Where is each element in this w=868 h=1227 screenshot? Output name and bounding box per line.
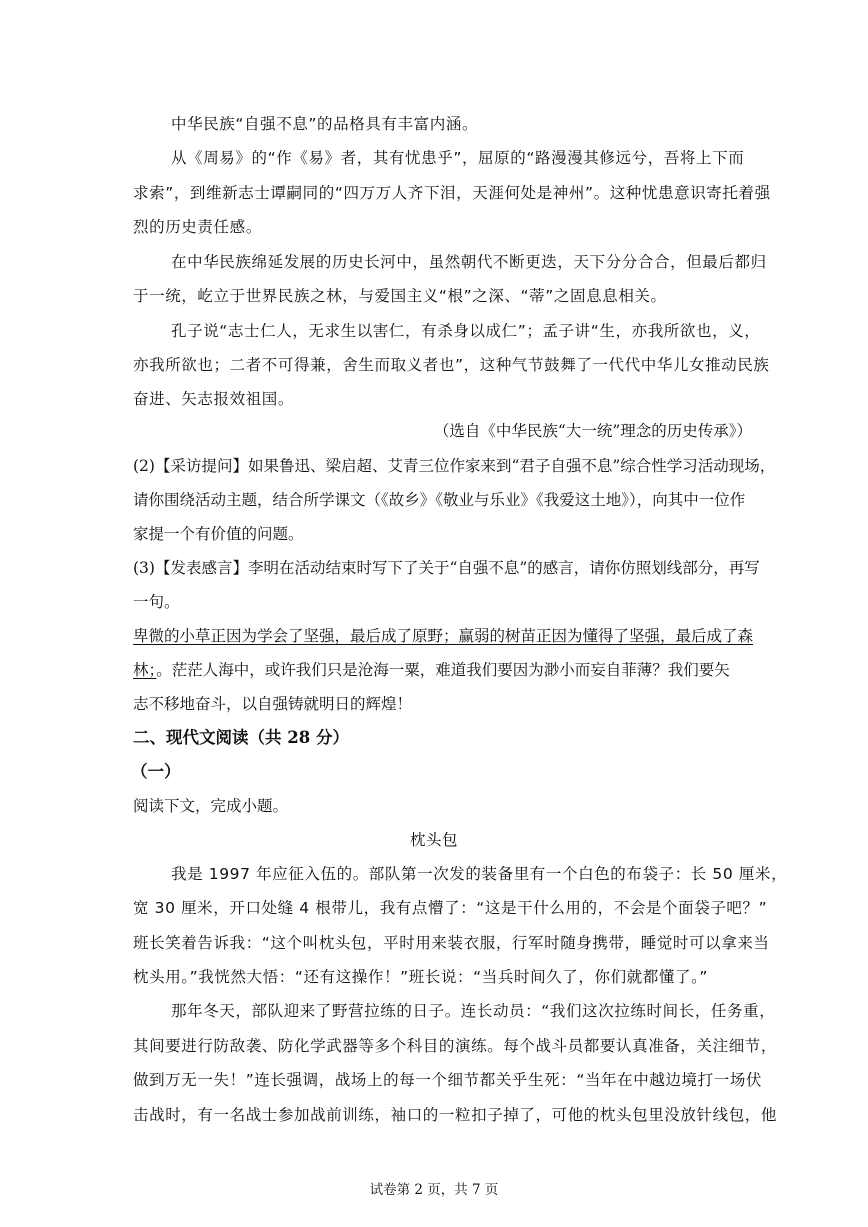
text-line: 一句。	[133, 593, 180, 611]
text-line: 我是 1997 年应征入伍的。部队第一次发的装备里有一个白色的布袋子：长 50 厘米，	[171, 865, 788, 883]
underlined-example-end: 林；	[133, 661, 157, 679]
text-line: 班长笑着告诉我：“这个叫枕头包，平时用来装衣服，行军时随身携带，睡觉时可以拿来当	[133, 934, 770, 952]
text-line: 那年冬天，部队迎来了野营拉练的日子。连长动员：“我们这次拉练时间长，任务重，	[171, 1002, 776, 1020]
text-line	[133, 660, 753, 680]
question-2: (2)【采访提问】如果鲁迅、梁启超、艾青三位作家来到“君子自强不息”综合性学习活动现场，	[133, 457, 776, 475]
text-line: 中华民族“自强不息”的品格具有丰富内涵。	[171, 115, 479, 133]
source-citation: （选自《中华民族“大一统”理念的历史传承》）	[433, 422, 752, 440]
underlined-example: 卑微的小草正因为学会了坚强，最后成了原野；赢弱的树苗正因为懂得了坚强，最后成了森	[133, 627, 754, 645]
text-line: 枕头用。”我恍然大悟：“还有这操作！”班长说：“当兵时间久了，你们就都懂了。”	[133, 968, 709, 986]
text-line: 在中华民族绵延发展的历史长河中，虽然朝代不断更迭，天下分分合合，但最后都归	[171, 253, 767, 271]
subsection-heading: （一）	[131, 762, 181, 781]
text-line: 从《周易》的“作《易》者，其有忧患乎”，屈原的“路漫漫其修远兮，吾将上下而	[171, 149, 745, 167]
text-line: 于一统，屹立于世界民族之林，与爱国主义“根”之深、“蒂”之固息息相关。	[133, 287, 667, 305]
text-line: 其间要进行防敌袭、防化学武器等多个科目的演练。每个战斗员都要认真准备，关注细节，	[133, 1037, 778, 1055]
text-line: 做到万无一失！”连长强调，战场上的每一个细节都关乎生死：“当年在中越边境打一场伏	[133, 1071, 763, 1089]
text-line: 烈的历史责任感。	[133, 218, 262, 236]
text-line: 求索”，到维新志士谭嗣同的“四万万人齐下泪，天涯何处是神州”。这种忧患意识寄托着强	[133, 184, 771, 202]
question-3: (3)【发表感言】李明在活动结束时写下了关于“自强不息”的感言，请你仿照划线部分，再写	[133, 559, 760, 577]
section-heading: 二、现代文阅读（共 28 分）	[133, 728, 349, 747]
text-span: 。茫茫人海中，或许我们只是沧海一粟，难道我们要因为渺小而妄自菲薄？我们要矢	[156, 661, 730, 679]
text-line: 家提一个有价值的问题。	[133, 525, 304, 543]
text-line: 宽 30 厘米，开口处缝 4 根带儿，我有点懵了：“这是干什么用的，不会是个面袋子吧？”	[133, 899, 768, 917]
instruction: 阅读下文，完成小题。	[133, 797, 289, 815]
text-line: 奋进、矢志报效祖国。	[133, 390, 295, 408]
text-line: 志不移地奋斗，以自强铸就明日的辉煌！	[133, 695, 413, 713]
text-line: 击战时，有一名战士参加战前训练，袖口的一粒扣子掉了，可他的枕头包里没放针线包，他	[133, 1106, 778, 1124]
page-footer: 试卷第 2 页，共 7 页	[369, 1182, 499, 1198]
text-line: 亦我所欲也；二者不可得兼，舍生而取义者也”，这种气节鼓舞了一代代中华儿女推动民族	[133, 356, 770, 374]
text-line: 孔子说“志士仁人，无求生以害仁，有杀身以成仁”；孟子讲“生，亦我所欲也，义，	[171, 322, 761, 340]
article-title: 枕头包	[409, 831, 459, 849]
text-line: 请你围绕活动主题，结合所学课文（《故乡》《敬业与乐业》《我爱这土地》），向其中一位作	[133, 491, 746, 509]
